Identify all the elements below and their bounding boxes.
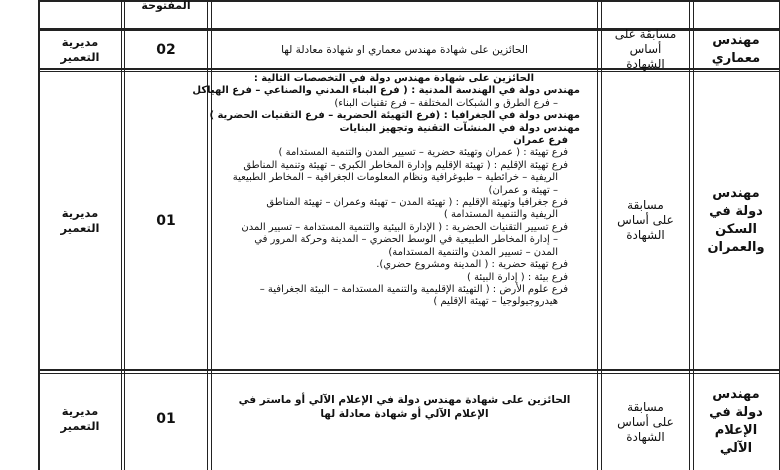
spec-line: – إدارة المخاطر الطبيعية في الوسط الحضري – المدينة وحركة المرور في bbox=[254, 234, 558, 246]
spec-line: – فرع الطرق و الشبكات المختلفة – فرع تقنيات البناء) bbox=[334, 97, 558, 109]
recruitment-mode-cell bbox=[602, 72, 689, 369]
rank-cell bbox=[694, 31, 778, 68]
rank-label: مهندس معماري bbox=[711, 32, 761, 66]
posts-count: 01 bbox=[156, 411, 176, 427]
directorate-cell bbox=[39, 72, 121, 369]
column-divider bbox=[689, 0, 690, 470]
rank-label: مهندس دولة في السكن والعمران bbox=[707, 185, 765, 255]
column-divider bbox=[597, 0, 598, 470]
directorate-label: مديرية التعمير bbox=[60, 205, 100, 235]
spec-line: فرع بيئة : ( إدارة البيئة ) bbox=[466, 271, 568, 283]
directorate-cell bbox=[39, 31, 121, 68]
recruitment-mode-label: مسابقة على أساس الشهادة bbox=[617, 399, 674, 444]
recruitment-mode-label: مسابقة على أساس الشهادة bbox=[617, 198, 674, 242]
spec-line: فرع عمران bbox=[513, 135, 568, 147]
specialization-cell bbox=[212, 31, 597, 68]
spec-line: مهندس دولة في المنشآت التقنية وتجهيز البنايات bbox=[339, 122, 580, 134]
posts-count: 01 bbox=[156, 212, 176, 229]
spec-line: فرع علوم الأرض : ( التهيئة الإقليمية والتنمية المستدامة – البيئة الجغرافية – bbox=[259, 283, 568, 295]
spec-line: مهندس دولة في الجغرافيا : (فرع التهيئة الحضرية – فرع التقنيات الحضرية ) bbox=[209, 110, 580, 122]
specialization-text: الحائزين على شهادة مهندس معماري او شهادة معادلة لها bbox=[281, 43, 528, 56]
spec-line: الريفية والتنمية المستدامة ) bbox=[443, 209, 558, 221]
directorate-label: مديرية التعمير bbox=[60, 404, 100, 433]
specialization-list bbox=[192, 73, 594, 367]
spec-line: الريفية – خرائطية – طبوغرافية ونظام المعلومات الجغرافية – المخاطر الطبيعية bbox=[232, 172, 558, 184]
spec-line: فرع تهيئة الإقليم : ( تهيئة الإقليم وإدارة المخاطر الكبرى – تهيئة وتنمية المناطق bbox=[243, 159, 568, 171]
header-open-posts: المفتوحة bbox=[141, 0, 191, 12]
spec-line: فرع جغرافيا وتهيئة الإقليم : ( تهيئة المدن – تهيئة وعمران – تهيئة المناطق bbox=[266, 197, 568, 209]
recruitment-mode-cell bbox=[602, 27, 689, 71]
recruitment-mode-cell bbox=[602, 374, 689, 470]
spec-line: مهندس دولة في الهندسة المدنية : ( فرع البناء المدني والصناعي – فرع الهياكل bbox=[192, 85, 580, 97]
specialization-cell bbox=[212, 374, 597, 440]
directorate-label: مديرية التعمير bbox=[60, 34, 100, 64]
row-divider bbox=[38, 369, 780, 371]
rank-cell bbox=[694, 374, 778, 470]
column-divider bbox=[121, 0, 122, 470]
rank-cell bbox=[694, 72, 778, 369]
posts-count: 02 bbox=[156, 41, 176, 58]
spec-line: – تهيئة و عمران) bbox=[488, 184, 558, 196]
spec-line: هيدروجيولوجيا – تهيئة الإقليم ) bbox=[433, 296, 558, 308]
rank-label: مهندس دولة في الإعلام الآلي bbox=[709, 387, 763, 456]
spec-line: الحائزين على شهادة مهندس دولة في التخصصات التالية : bbox=[253, 73, 534, 84]
specialization-text: الحائزين على شهادة مهندس دولة في الإعلام الآلي أو ماستر في الإعلام الآلي أو شهادة معادلة لها bbox=[238, 394, 571, 420]
spec-line: فرع تسيير التقنيات الحضرية : ( الإدارة البيئية والتنمية المستدامة – تسيير المدن bbox=[241, 221, 568, 233]
spec-line: المدن – تسيير المدن والتنمية المستدامة) bbox=[388, 246, 558, 258]
column-divider bbox=[207, 0, 208, 470]
spec-line: فرع تهيئة حضرية : ( المدينة ومشروع حضري). bbox=[376, 259, 568, 271]
directorate-cell bbox=[39, 374, 121, 464]
recruitment-mode-label: مسابقة على أساس الشهادة bbox=[614, 27, 677, 71]
spec-line: فرع تهيئة : ( عمران وتهيئة حضرية – تسيير المدن والتنمية المستدامة ) bbox=[278, 147, 568, 159]
